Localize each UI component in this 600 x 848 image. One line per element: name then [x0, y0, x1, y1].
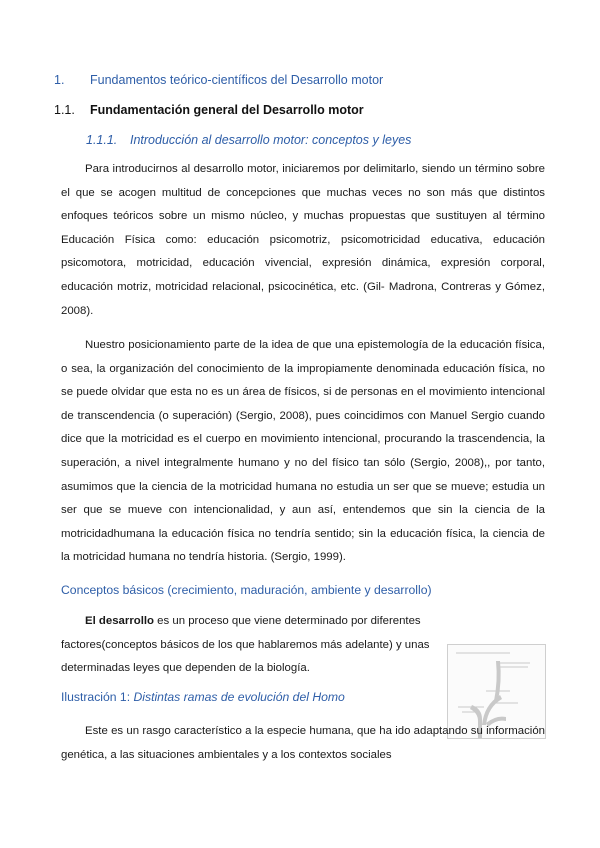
paragraph-intro: Para introducirnos al desarrollo motor, iniciaremos por delimitarlo, siendo un término sobre el que se acogen multitud de concepciones que muchas veces no son más que distintos enfoques teóricos sobre un mismo núcleo, y muchas propuestas que sustituyen al término Educación Física como: educación psicomotriz, psicomotricidad educativa, educación psicomotora, motricidad, educación vivencial, expresión dinámica, expresión corporal, educación motriz, motricidad relacional, psicocinética, etc. (Gil- Madrona, Contreras y Gómez, 2008). [61, 163, 545, 317]
caption-title: Distintas ramas de evolución del Homo [133, 690, 345, 704]
heading-3-number: 1.1.1. [86, 133, 118, 147]
paragraph-adaptation: Este es un rasgo característico a la especie humana, que ha ido adaptando su información genética, a las situaciones ambientales y a los contextos sociales [61, 725, 545, 761]
heading-2-number: 1.1. [54, 103, 75, 117]
heading-1 [54, 73, 383, 87]
figure-caption [61, 690, 345, 704]
heading-2-text: Fundamentación general del Desarrollo motor [90, 103, 364, 117]
section-title: Conceptos básicos (crecimiento, maduración, ambiente y desarrollo) [61, 583, 432, 597]
paragraph-development-rest: es un proceso que viene determinado por diferentes factores(conceptos básicos de los que hablaremos más adelante) y unas determinadas leyes que dependen de la biología. [61, 615, 430, 675]
heading-1-text: Fundamentos teórico-científicos del Desarrollo motor [90, 73, 384, 87]
paragraph-development [61, 610, 433, 681]
paragraph-epistemology: Nuestro posicionamiento parte de la idea de que una epistemología de la educación física, o sea, la organización del conocimiento de la impropiamente denominada educación física, no se puede olvidar que esta no es un área de físicos, si de personas en el movimiento intencional de transcendencia (o superación) (Sergio, 2008), pues coincidimos con Manuel Sergio cuando dice que la motricidad es el cuerpo en movimiento intencional, procurando la trascendencia, la superación, a nivel integralmente humano y no del físico tan sólo (Sergio, 2008),, por tanto, asumimos que la ciencia de la motricidad humana no estudia un ser que se mueve; estudia un ser que se mueve con intencionalidad, y aun así, entendemos que sin la ciencia de la motricidadhumana la educación física no tendría sentido; sin la educación física, la ciencia de la motricidad humana no tendría historia. (Sergio, 1999). [61, 339, 545, 564]
heading-3-text: Introducción al desarrollo motor: conceptos y leyes [130, 133, 412, 147]
heading-1-number: 1. [54, 73, 65, 87]
bold-term: El desarrollo [85, 615, 155, 627]
heading-3 [86, 133, 411, 147]
heading-2 [54, 103, 364, 117]
caption-label: Ilustración 1: [61, 690, 134, 704]
